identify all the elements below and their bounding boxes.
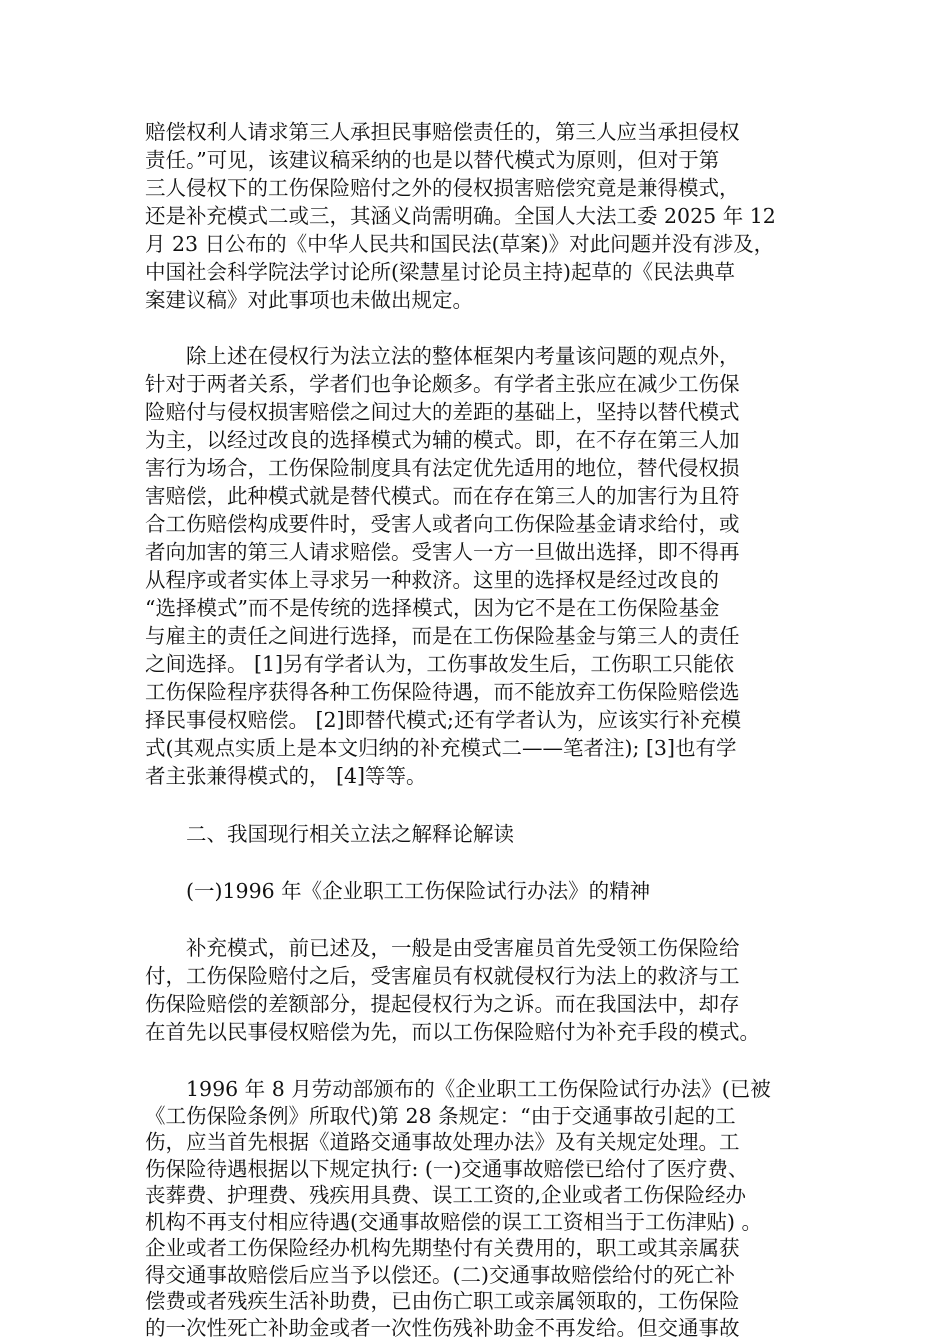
text-line: “选择模式”而不是传统的选择模式，因为它不是在工伤保险基金 (145, 596, 720, 620)
text-line: 月 23 日公布的《中华人民共和国民法(草案)》对此问题并没有涉及， (145, 232, 775, 256)
text-line: 之间选择。 [1]另有学者认为，工伤事故发生后，工伤职工只能依 (145, 652, 735, 676)
text-line: 伤，应当首先根据《道路交通事故处理办法》及有关规定处理。工 (145, 1130, 740, 1154)
text-line: 择民事侵权赔偿。 [2]即替代模式;还有学者认为，应该实行补充模 (145, 708, 741, 732)
text-line: 为主，以经过改良的选择模式为辅的模式。即，在不存在第三人加 (145, 428, 740, 452)
text-line: 与雇主的责任之间进行选择，而是在工伤保险基金与第三人的责任 (145, 624, 740, 648)
text-line: 丧葬费、护理费、残疾用具费、误工工资的,企业或者工伤保险经办 (145, 1183, 747, 1207)
text-line: 在首先以民事侵权赔偿为先，而以工伤保险赔付为补充手段的模式。 (145, 1020, 760, 1044)
text-line: 的一次性死亡补助金或者一次性伤残补助金不再发给。但交通事故 (145, 1315, 740, 1340)
text-line: 企业或者工伤保险经办机构先期垫付有关费用的，职工或其亲属获 (145, 1236, 740, 1260)
subsection-heading: (一)1996 年《企业职工工伤保险试行办法》的精神 (145, 879, 651, 903)
text-line: 补充模式，前已述及，一般是由受害雇员首先受领工伤保险给 (145, 936, 740, 960)
text-line: 责任。”可见，该建议稿采纳的也是以替代模式为原则，但对于第 (145, 148, 720, 172)
text-line: 伤保险赔偿的差额部分，提起侵权行为之诉。而在我国法中，却存 (145, 992, 740, 1016)
text-line: 得交通事故赔偿后应当予以偿还。(二)交通事故赔偿给付的死亡补 (145, 1262, 735, 1287)
text-line: 1996 年 8 月劳动部颁布的《企业职工工伤保险试行办法》(已被 (145, 1077, 771, 1101)
text-line: 害行为场合，工伤保险制度具有法定优先适用的地位，替代侵权损 (145, 456, 740, 480)
text-line: 者向加害的第三人请求赔偿。受害人一方一旦做出选择，即不得再 (145, 540, 740, 564)
text-line: 《工伤保险条例》所取代)第 28 条规定：“由于交通事故引起的工 (145, 1103, 736, 1128)
text-line: 案建议稿》对此事项也未做出规定。 (145, 288, 473, 312)
text-line: 赔偿权利人请求第三人承担民事赔偿责任的，第三人应当承担侵权 (145, 120, 740, 144)
text-line: 除上述在侵权行为法立法的整体框架内考量该问题的观点外， (145, 344, 740, 368)
text-line: 机构不再支付相应待遇(交通事故赔偿的误工工资相当于工伤津贴) 。 (145, 1209, 763, 1234)
text-line: 合工伤赔偿构成要件时，受害人或者向工伤保险基金请求给付，或 (145, 512, 740, 536)
text-line: 还是补充模式二或三，其涵义尚需明确。全国人大法工委 2025 年 12 (145, 204, 776, 228)
text-line: 工伤保险程序获得各种工伤保险待遇，而不能放弃工伤保险赔偿选 (145, 680, 740, 704)
text-line: 伤保险待遇根据以下规定执行: (一)交通事故赔偿已给付了医疗费、 (145, 1156, 749, 1181)
text-line: 者主张兼得模式的， [4]等等。 (145, 764, 427, 788)
text-line: 从程序或者实体上寻求另一种救济。这里的选择权是经过改良的 (145, 568, 719, 592)
text-line: 式(其观点实质上是本文归纳的补充模式二——笔者注); [3]也有学 (145, 736, 737, 760)
text-line: 付，工伤保险赔付之后，受害雇员有权就侵权行为法上的救济与工 (145, 964, 740, 988)
text-line: 三人侵权下的工伤保险赔付之外的侵权损害赔偿究竟是兼得模式， (145, 176, 740, 200)
section-heading: 二、我国现行相关立法之解释论解读 (145, 822, 514, 846)
text-line: 偿费或者残疾生活补助费，已由伤亡职工或亲属领取的，工伤保险 (145, 1289, 740, 1313)
text-line: 针对于两者关系，学者们也争论颇多。有学者主张应在减少工伤保 (145, 372, 740, 396)
text-line: 中国社会科学院法学讨论所(梁慧星讨论员主持)起草的《民法典草 (145, 260, 735, 284)
text-line: 害赔偿，此种模式就是替代模式。而在存在第三人的加害行为且符 (145, 484, 740, 508)
text-line: 险赔付与侵权损害赔偿之间过大的差距的基础上，坚持以替代模式 (145, 400, 740, 424)
